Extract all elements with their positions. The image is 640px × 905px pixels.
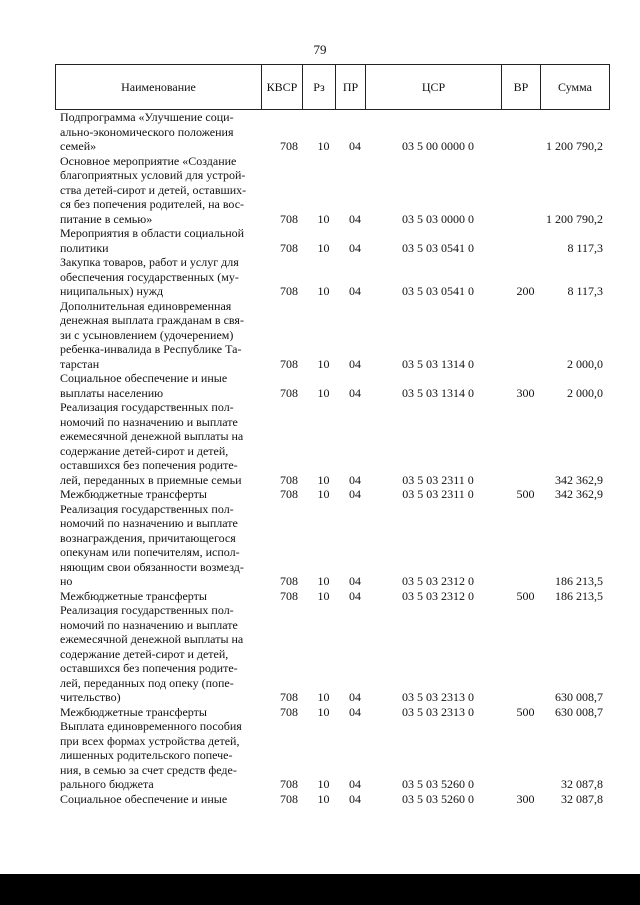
cell-name: Мероприятия в области социальной политики	[60, 226, 245, 255]
cell-sum: 186 213,5	[555, 574, 603, 588]
cell-rz: 10	[317, 791, 330, 806]
table-body	[55, 110, 610, 806]
cell-csr: 03 5 03 2313 0	[402, 690, 474, 704]
header-rz: Рз	[303, 65, 336, 109]
table-row	[55, 502, 610, 589]
table-row	[55, 371, 610, 400]
cell-csr: 03 5 03 0541 0	[402, 240, 474, 255]
cell-kvsr: 708	[280, 284, 298, 298]
table-header	[55, 64, 610, 110]
cell-rz: 10	[317, 211, 330, 226]
cell-rz: 10	[317, 139, 330, 153]
cell-sum: 32 087,8	[561, 791, 603, 806]
cell-kvsr: 708	[280, 356, 298, 371]
cell-csr: 03 5 03 5260 0	[402, 777, 474, 791]
cell-name: Закупка товаров, работ и услуг для обеспечения государственных (му- ниципальных) нужд	[60, 255, 239, 298]
scan-bottom-border	[0, 874, 640, 905]
cell-csr: 03 5 03 2312 0	[402, 574, 474, 588]
cell-csr: 03 5 03 2312 0	[402, 588, 474, 603]
table-row	[55, 589, 610, 604]
header-csr: ЦСР	[366, 65, 502, 109]
cell-name: Выплата единовременного пособия при всех формах устройства детей, лишенных родительского попече- ния, в семью за счет средств феде- рального бюджета	[60, 719, 242, 791]
cell-vr: 500	[516, 487, 535, 501]
cell-pr: 04	[349, 139, 361, 153]
cell-vr: 300	[516, 385, 535, 400]
cell-sum: 1 200 790,2	[546, 139, 603, 153]
table-row	[55, 154, 610, 227]
cell-name: Реализация государственных пол- номочий по назначению и выплате вознаграждения, причитающегося опекунам или попечителям, испол- няющим свои обязанности возмезд- но	[60, 501, 244, 588]
cell-kvsr: 708	[280, 139, 298, 153]
cell-name: Подпрограмма «Улучшение соци- ально-экономического положения семей»	[60, 110, 234, 153]
cell-name: Межбюджетные трансферты	[60, 487, 207, 501]
cell-kvsr: 708	[280, 777, 298, 791]
cell-sum: 342 362,9	[555, 472, 603, 487]
cell-name: Основное мероприятие «Создание благоприятных условий для устрой- ства детей-сирот и детей, оставших- ся без попечения родителей, на вос- питание в семью»	[60, 153, 247, 226]
header-pr: ПР	[336, 65, 366, 109]
cell-rz: 10	[317, 690, 330, 704]
table-row	[55, 719, 610, 792]
cell-kvsr: 708	[280, 487, 298, 501]
cell-csr: 03 5 03 5260 0	[402, 791, 474, 806]
cell-csr: 03 5 03 2311 0	[402, 472, 474, 487]
cell-kvsr: 708	[280, 588, 298, 603]
cell-csr: 03 5 03 2313 0	[402, 704, 474, 719]
header-kvsr: КВСР	[262, 65, 303, 109]
cell-vr: 300	[516, 791, 535, 806]
cell-rz: 10	[317, 356, 330, 371]
cell-sum: 8 117,3	[567, 240, 603, 255]
table-row	[55, 487, 610, 502]
cell-sum: 2 000,0	[567, 385, 603, 400]
cell-csr: 03 5 03 1314 0	[402, 385, 474, 400]
cell-pr: 04	[349, 284, 361, 298]
cell-rz: 10	[317, 284, 330, 298]
table-row	[55, 603, 610, 705]
cell-rz: 10	[317, 240, 330, 255]
cell-sum: 8 117,3	[567, 284, 603, 298]
cell-sum: 1 200 790,2	[546, 211, 603, 226]
cell-name: Межбюджетные трансферты	[60, 704, 207, 719]
cell-sum: 2 000,0	[567, 356, 603, 371]
cell-name: Социальное обеспечение и иные	[60, 791, 228, 806]
cell-kvsr: 708	[280, 574, 298, 588]
cell-rz: 10	[317, 588, 330, 603]
cell-name: Реализация государственных пол- номочий по назначению и выплате ежемесячной денежной выплаты на содержание детей-сирот и детей, оставшихся без попечения родите- лей, переданных в приемные семьи	[60, 400, 244, 487]
cell-csr: 03 5 03 0000 0	[402, 211, 474, 226]
table-row	[55, 226, 610, 255]
header-sum: Сумма	[558, 79, 592, 94]
cell-pr: 04	[349, 791, 361, 806]
table-row	[55, 255, 610, 299]
cell-rz: 10	[317, 385, 330, 400]
cell-sum: 630 008,7	[555, 704, 603, 719]
cell-name: Межбюджетные трансферты	[60, 588, 207, 603]
cell-name: Социальное обеспечение и иные выплаты населению	[60, 371, 228, 400]
cell-sum: 32 087,8	[561, 777, 603, 791]
cell-sum: 630 008,7	[555, 690, 603, 704]
table-row	[55, 299, 610, 372]
cell-pr: 04	[349, 574, 361, 588]
cell-sum: 186 213,5	[555, 588, 603, 603]
cell-pr: 04	[349, 211, 361, 226]
cell-pr: 04	[349, 385, 361, 400]
cell-rz: 10	[317, 777, 330, 791]
cell-kvsr: 708	[280, 385, 298, 400]
cell-vr: 500	[516, 704, 535, 719]
cell-sum: 342 362,9	[555, 487, 603, 501]
cell-name: Дополнительная единовременная денежная выплата гражданам в свя- зи с усыновлением (удочерением) ребенка-инвалида в Республике Та- тарстан	[60, 298, 244, 371]
table-row	[55, 792, 610, 807]
cell-kvsr: 708	[280, 704, 298, 719]
cell-pr: 04	[349, 704, 361, 719]
cell-kvsr: 708	[280, 211, 298, 226]
cell-rz: 10	[317, 487, 330, 501]
cell-csr: 03 5 00 0000 0	[402, 139, 474, 153]
cell-kvsr: 708	[280, 240, 298, 255]
cell-kvsr: 708	[280, 791, 298, 806]
cell-pr: 04	[349, 690, 361, 704]
header-name: Наименование	[56, 65, 262, 109]
cell-csr: 03 5 03 2311 0	[402, 487, 474, 501]
cell-vr: 200	[516, 284, 535, 298]
cell-rz: 10	[317, 704, 330, 719]
cell-pr: 04	[349, 472, 361, 487]
cell-csr: 03 5 03 0541 0	[402, 284, 474, 298]
header-vr: ВР	[502, 65, 541, 109]
table-row	[55, 400, 610, 487]
cell-kvsr: 708	[280, 690, 298, 704]
cell-rz: 10	[317, 574, 330, 588]
table-row	[55, 705, 610, 720]
cell-rz: 10	[317, 472, 330, 487]
cell-pr: 04	[349, 777, 361, 791]
page-number: 79	[313, 42, 327, 57]
cell-csr: 03 5 03 1314 0	[402, 356, 474, 371]
cell-pr: 04	[349, 588, 361, 603]
cell-pr: 04	[349, 487, 361, 501]
cell-pr: 04	[349, 240, 361, 255]
cell-pr: 04	[349, 356, 361, 371]
cell-kvsr: 708	[280, 472, 298, 487]
cell-vr: 500	[516, 588, 535, 603]
table-row	[55, 110, 610, 154]
cell-name: Реализация государственных пол- номочий по назначению и выплате ежемесячной денежной выплаты на содержание детей-сирот и детей, оставшихся без попечения родите- лей, переданных под опеку (попе- чительство)	[60, 603, 244, 704]
